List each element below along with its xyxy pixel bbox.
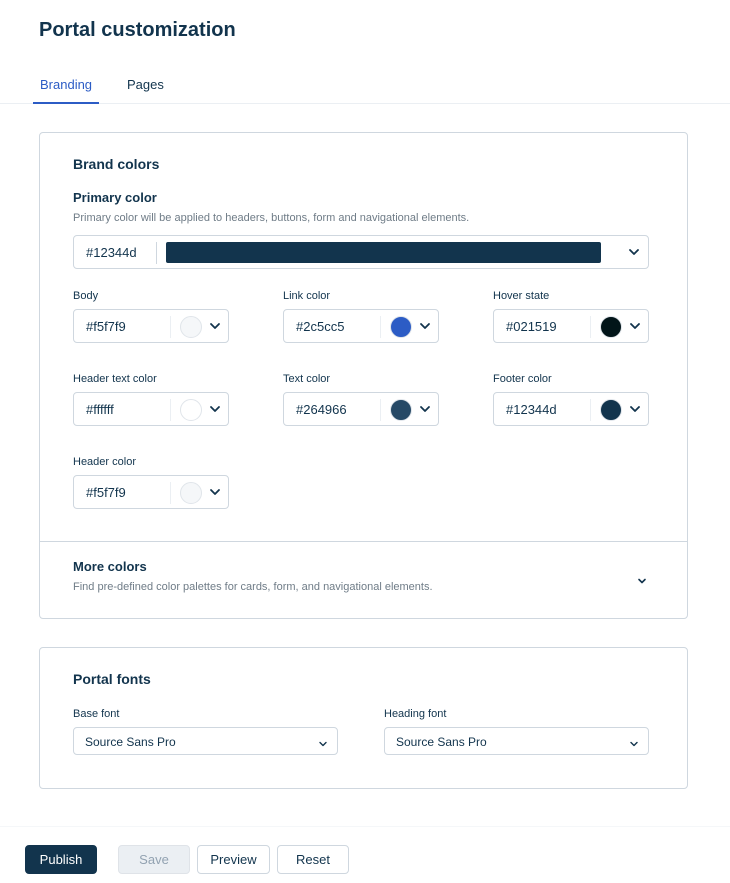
base-font-select[interactable]: [73, 727, 338, 755]
picker-separator: [170, 482, 171, 504]
picker-separator: [590, 399, 591, 421]
tab-branding[interactable]: Branding: [33, 77, 99, 104]
picker-separator: [380, 316, 381, 338]
heading-font-select[interactable]: [384, 727, 649, 755]
heading-font-value[interactable]: Source Sans Pro: [396, 735, 487, 749]
hover-state-hex[interactable]: #021519: [506, 319, 557, 334]
header-text-color-swatch[interactable]: [180, 399, 202, 421]
footer-color-hex[interactable]: #12344d: [506, 402, 557, 417]
header-color-picker[interactable]: [73, 475, 229, 509]
brand-colors-title: Brand colors: [73, 156, 160, 172]
publish-button[interactable]: Publish: [25, 845, 97, 874]
hover-state-picker[interactable]: [493, 309, 649, 343]
footer-color-swatch[interactable]: [600, 399, 622, 421]
primary-color-bar[interactable]: [166, 242, 601, 263]
header-color-swatch[interactable]: [180, 482, 202, 504]
text-color-hex[interactable]: #264966: [296, 402, 347, 417]
picker-separator: [170, 316, 171, 338]
base-font-value[interactable]: Source Sans Pro: [85, 735, 176, 749]
chevron-down-icon[interactable]: [628, 245, 640, 263]
chevron-down-icon[interactable]: [209, 485, 221, 503]
header-text-color-picker[interactable]: [73, 392, 229, 426]
more-colors-title[interactable]: More colors: [73, 559, 147, 574]
action-bar: [0, 826, 730, 883]
header-text-color-label: Header text color: [73, 373, 157, 385]
hover-state-label: Hover state: [493, 290, 550, 302]
picker-separator: [590, 316, 591, 338]
chevron-down-icon[interactable]: [419, 402, 431, 420]
link-color-label: Link color: [283, 290, 331, 302]
body-color-label: Body: [73, 290, 99, 302]
chevron-down-icon[interactable]: [629, 319, 641, 337]
tab-pages[interactable]: Pages: [127, 77, 164, 92]
chevron-down-icon[interactable]: [209, 402, 221, 420]
text-color-label: Text color: [283, 373, 331, 385]
header-text-color-hex[interactable]: #ffffff: [86, 402, 114, 417]
body-color-hex[interactable]: #f5f7f9: [86, 319, 126, 334]
footer-color-label: Footer color: [493, 373, 552, 385]
header-color-label: Header color: [73, 456, 136, 468]
picker-separator: [156, 242, 157, 264]
chevron-down-icon[interactable]: [318, 736, 328, 754]
save-button[interactable]: Save: [118, 845, 190, 874]
section-divider: [40, 541, 687, 542]
text-color-swatch[interactable]: [390, 399, 412, 421]
link-color-swatch[interactable]: [390, 316, 412, 338]
picker-separator: [170, 399, 171, 421]
picker-separator: [380, 399, 381, 421]
primary-color-help: Primary color will be applied to headers, buttons, form and navigational elements.: [73, 212, 470, 224]
primary-color-picker[interactable]: [73, 235, 649, 269]
more-colors-help: Find pre-defined color palettes for cards, form, and navigational elements.: [73, 581, 433, 593]
portal-fonts-title: Portal fonts: [73, 671, 151, 687]
chevron-down-icon[interactable]: [629, 736, 639, 754]
tab-bar: [0, 68, 730, 104]
footer-color-picker[interactable]: [493, 392, 649, 426]
chevron-down-icon[interactable]: [629, 402, 641, 420]
link-color-picker[interactable]: [283, 309, 439, 343]
chevron-down-icon[interactable]: [419, 319, 431, 337]
preview-button[interactable]: Preview: [197, 845, 270, 874]
hover-state-swatch[interactable]: [600, 316, 622, 338]
page-title: Portal customization: [39, 19, 236, 41]
body-color-picker[interactable]: [73, 309, 229, 343]
reset-button[interactable]: Reset: [277, 845, 349, 874]
heading-font-label: Heading font: [384, 708, 447, 720]
portal-fonts-card: [39, 647, 688, 789]
link-color-hex[interactable]: #2c5cc5: [296, 319, 345, 334]
primary-color-hex[interactable]: #12344d: [86, 245, 137, 260]
body-color-swatch[interactable]: [180, 316, 202, 338]
chevron-down-icon[interactable]: [209, 319, 221, 337]
base-font-label: Base font: [73, 708, 120, 720]
primary-color-label: Primary color: [73, 190, 157, 205]
chevron-down-icon[interactable]: [636, 574, 648, 592]
text-color-picker[interactable]: [283, 392, 439, 426]
header-color-hex[interactable]: #f5f7f9: [86, 485, 126, 500]
brand-colors-card: [39, 132, 688, 619]
